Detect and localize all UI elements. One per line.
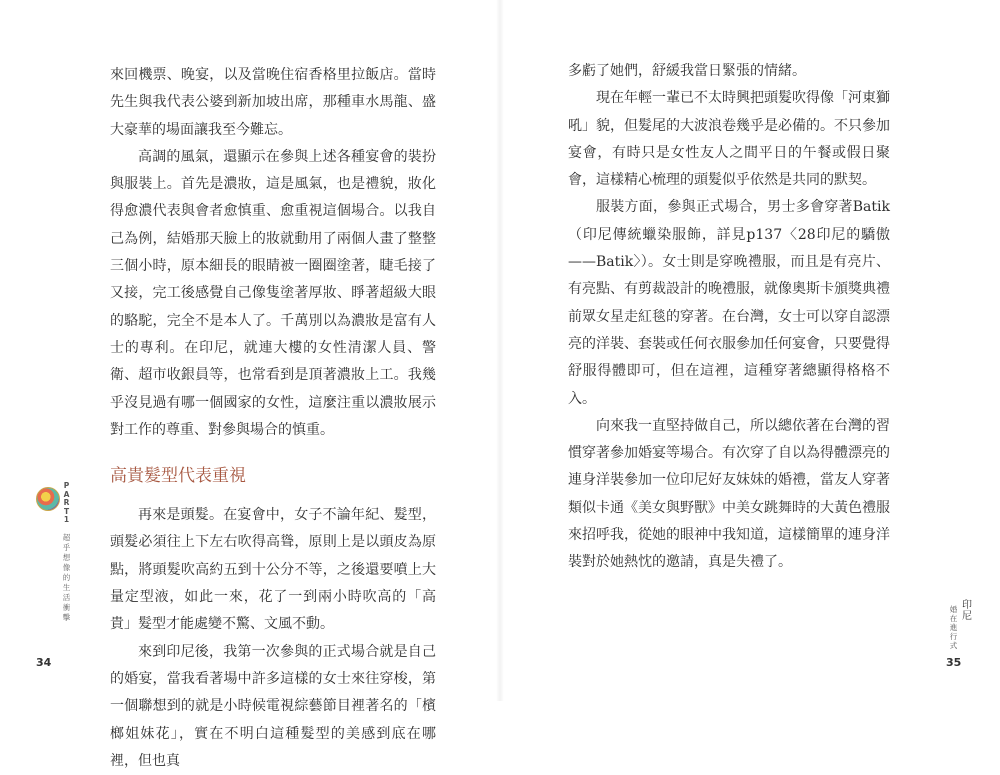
right-text-column <box>568 58 890 577</box>
chapter-title: 印尼 <box>962 600 972 622</box>
right-page <box>500 0 1000 701</box>
paragraph-3: 再來是頭髮。在宴會中，女子不論年紀、髮型，頭髮必須往上下左右吹得高聳，原則上是以頭皮為原點，將頭髮吹高約五到十公分不等，之後還要噴上大量定型液，如此一來，花了一到兩小時吹高的「高貴」髮型才能處變不驚、文風不動。 <box>110 507 436 633</box>
paragraph-8: 向來我一直堅持做自己，所以總依著在台灣的習慣穿著參加婚宴等場合。有次穿了自以為得體漂亮的連身洋裝參加一位印尼好友妹妹的婚禮，當友人穿著類似卡通《美女與野獸》中美女跳舞時的大黃色禮服來招呼我，從她的眼神中我知道，這樣簡單的連身洋裝對於她熱忱的邀請，真是失禮了。 <box>568 417 890 571</box>
paragraph-4: 來到印尼後，我第一次參與的正式場合就是自己的婚宴，當我看著場中許多這樣的女士來往穿梭，第一個聯想到的就是小時候電視綜藝節目裡著名的「檳榔姐妹花」，實在不明白這種髮型的美感到底在哪裡，但也真 <box>110 643 436 769</box>
page-number-right: 35 <box>946 656 962 669</box>
paragraph-7: 服裝方面，參與正式場合，男士多會穿著Batik（印尼傳統蠟染服飾，詳見p137〈28印尼的驕傲——Batik〉）。女士則是穿晚禮服，而且是有亮片、有亮點、有剪裁設計的晚禮服，就像奧斯卡頒獎典禮前眾女星走紅毯的穿著。在台灣，女士可以穿自認漂亮的洋裝、套裝或任何衣服參加任何宴會，只要覺得舒服得體即可，但在這裡，這種穿著總顯得格格不入。 <box>568 199 890 407</box>
paragraph-6: 現在年輕一輩已不太時興把頭髮吹得像「河東獅吼」貌，但髮尾的大波浪卷幾乎是必備的。不只參加宴會，有時只是女性友人之間平日的午餐或假日聚會，這樣精心梳理的頭髮似乎依然是共同的默契。 <box>568 90 890 189</box>
part-label: PART1 <box>63 481 70 525</box>
left-text-column <box>110 62 436 775</box>
paragraph-1: 來回機票、晚宴，以及當晚住宿香格里拉飯店。當時先生與我代表公婆到新加坡出席，那種車水馬龍、盛大豪華的場面讓我至今難忘。 <box>110 67 436 138</box>
page-number-left: 34 <box>36 656 52 669</box>
paragraph-5: 多虧了她們，舒緩我當日緊張的情緒。 <box>568 63 806 79</box>
paragraph-2: 高調的風氣，還顯示在參與上述各種宴會的裝扮與服裝上。首先是濃妝，這是風氣，也是禮貌，妝化得愈濃代表與會者愈慎重、愈重視這個場合。以我自己為例，結婚那天臉上的妝就動用了兩個人畫了整整三個小時，原本細長的眼睛被一圈圈塗著，睫毛接了又接，完工後感覺自己像隻塗著厚妝、睜著超級大眼的駱駝，完全不是本人了。千萬別以為濃妝是富有人士的專利。在印尼，就連大樓的女性清潔人員、警衛、超市收銀員等，也常看到是頂著濃妝上工。我幾乎沒見過有哪一個國家的女性，這麼注重以濃妝展示對工作的尊重、對參與場合的慎重。 <box>110 148 436 438</box>
left-page <box>0 0 500 769</box>
part-emblem-icon <box>36 487 60 511</box>
section-heading: 高貴髮型代表重視 <box>110 466 246 487</box>
chapter-subtitle: 婚在進行式 <box>949 605 958 650</box>
series-title: 超乎想像的生活衝擊 <box>62 533 71 622</box>
